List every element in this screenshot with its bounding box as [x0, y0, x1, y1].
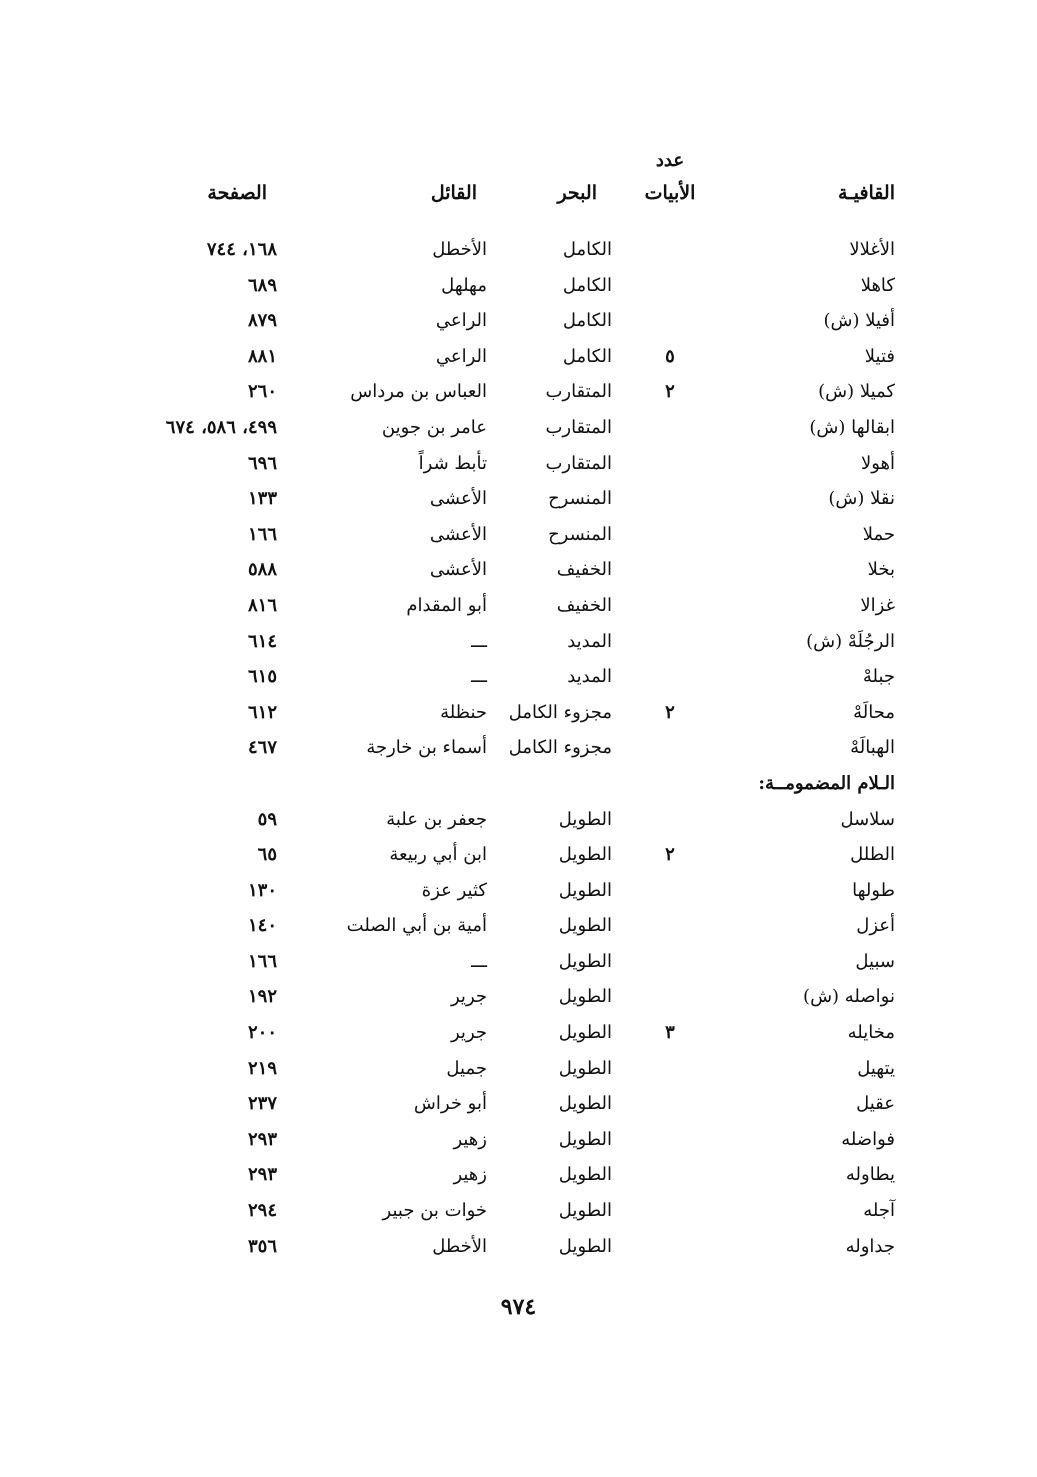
cell-bahr: الطويل: [558, 844, 612, 866]
cell-qafiya: يطاوله: [845, 1164, 895, 1186]
cell-page: ٨٧٩: [247, 310, 277, 332]
cell-bahr: الكامل: [562, 239, 612, 260]
cell-page: ٨١٦: [247, 594, 277, 616]
cell-page: ١٤٠: [247, 915, 277, 937]
cell-bahr: الكامل: [562, 345, 612, 367]
cell-page: ٤٩٩، ٥٨٦، ٦٧٤: [165, 416, 277, 438]
cell-qail: جميل: [446, 1057, 487, 1079]
cell-qail: الأعشى: [429, 488, 487, 510]
cell-count: ٢: [665, 844, 675, 866]
cell-bahr: الطويل: [558, 808, 612, 830]
cell-count: ٢: [665, 701, 675, 723]
cell-qafiya: الأغلالا: [849, 239, 895, 260]
cell-qafiya: آجله: [863, 1200, 895, 1222]
cell-bahr: الطويل: [558, 986, 612, 1008]
cell-qafiya: كاهلا: [860, 274, 895, 296]
table-row: [0, 236, 1037, 272]
cell-qail: الأعشى: [429, 523, 487, 545]
table-row: [0, 272, 1037, 308]
table-row: [0, 1233, 1037, 1269]
cell-bahr: المديد: [567, 630, 612, 652]
cell-bahr: المنسرح: [548, 488, 612, 510]
cell-bahr: المنسرح: [548, 523, 612, 545]
cell-qafiya: جداوله: [845, 1235, 895, 1257]
table-row: [0, 1090, 1037, 1126]
table-row: [0, 1197, 1037, 1233]
cell-qafiya: سبيل: [855, 950, 895, 972]
header-qail: القائل: [430, 182, 477, 204]
cell-qafiya: يتهيل: [857, 1057, 895, 1079]
cell-qail: جرير: [451, 986, 487, 1008]
cell-bahr: مجزوء الكامل: [508, 737, 612, 759]
table-row: [0, 1161, 1037, 1197]
cell-page: ٥٩: [257, 808, 277, 830]
cell-page: ٢٩٤: [247, 1200, 277, 1222]
table-body: [0, 236, 1037, 1268]
table-row: [0, 1126, 1037, 1162]
cell-qafiya: فتيلا: [864, 345, 895, 367]
cell-page: ١٦٦: [247, 523, 277, 545]
cell-qail: أمية بن أبي الصلت: [346, 915, 487, 937]
table-row: [0, 699, 1037, 735]
cell-bahr: الطويل: [558, 1200, 612, 1222]
cell-page: ٦١٢: [247, 701, 277, 723]
table-row: [0, 1019, 1037, 1055]
cell-qafiya: الهبالَهْ: [850, 737, 895, 759]
header-count: الأبيات: [644, 182, 696, 204]
cell-page: ١٦٦: [247, 950, 277, 972]
cell-qail: كثير عزة: [421, 879, 487, 901]
table-row: [0, 841, 1037, 877]
cell-qail: جرير: [451, 1022, 487, 1044]
cell-qail: أبو خراش: [413, 1093, 487, 1115]
header-count-top: عدد: [655, 150, 685, 171]
table-row: [0, 343, 1037, 379]
cell-qafiya: عقيل: [856, 1093, 895, 1115]
table-row: [0, 556, 1037, 592]
table-row: [0, 734, 1037, 770]
cell-page: ١٦٨، ٧٤٤: [206, 239, 277, 260]
cell-page: ١٩٢: [247, 986, 277, 1008]
cell-qafiya: غزالا: [860, 594, 895, 616]
cell-qail: حنظلة: [440, 701, 487, 723]
cell-bahr: المديد: [567, 666, 612, 688]
cell-page: ١٣٠: [247, 879, 277, 901]
cell-bahr: المتقارب: [545, 416, 612, 438]
cell-qail: ـــ: [471, 630, 487, 652]
table-row: [0, 521, 1037, 557]
cell-qail: ـــ: [471, 666, 487, 688]
cell-qafiya: الرجُلَهْ (ش): [806, 630, 895, 652]
header-qafiya: القافيـة: [837, 182, 895, 204]
table-row: [0, 806, 1037, 842]
cell-page: ٤٦٧: [247, 737, 277, 759]
cell-page: ٦١٤: [247, 630, 277, 652]
cell-bahr: الخفيف: [556, 559, 612, 581]
table-row: [0, 378, 1037, 414]
cell-page: ٢١٩: [247, 1057, 277, 1079]
section-heading-row: [0, 770, 1037, 806]
cell-qail: زهير: [453, 1164, 487, 1186]
cell-page: ١٣٣: [247, 488, 277, 510]
cell-qafiya: محالَهْ: [853, 701, 895, 723]
cell-qail: مهلهل: [441, 274, 487, 296]
table-row: [0, 414, 1037, 450]
cell-count: ٣: [665, 1022, 675, 1044]
cell-qail: الأعشى: [429, 559, 487, 581]
cell-qail: الأخطل: [432, 239, 487, 260]
cell-qafiya: بخلا: [867, 559, 895, 581]
cell-page: ٣٥٦: [247, 1235, 277, 1257]
cell-page: ٦٩٦: [247, 452, 277, 474]
cell-page: ٦٥: [257, 844, 277, 866]
cell-bahr: الطويل: [558, 1093, 612, 1115]
table-row: [0, 877, 1037, 913]
cell-qafiya: نواصله (ش): [803, 986, 895, 1008]
table-row: [0, 948, 1037, 984]
table-row: [0, 307, 1037, 343]
cell-bahr: الطويل: [558, 1022, 612, 1044]
cell-bahr: الطويل: [558, 1164, 612, 1186]
cell-qail: الراعي: [435, 310, 487, 332]
cell-page: ٦١٥: [247, 666, 277, 688]
cell-bahr: مجزوء الكامل: [508, 701, 612, 723]
header-bahr: البحر: [557, 182, 597, 204]
cell-bahr: الطويل: [558, 1235, 612, 1257]
cell-qafiya: طولها: [852, 879, 895, 901]
cell-qafiya: فواضله: [841, 1128, 895, 1150]
cell-page: ٢٦٠: [247, 381, 277, 403]
cell-page: ٦٨٩: [247, 274, 277, 296]
table-row: [0, 912, 1037, 948]
cell-bahr: الطويل: [558, 1128, 612, 1150]
cell-bahr: المتقارب: [545, 381, 612, 403]
table-row: [0, 592, 1037, 628]
table-header: [0, 182, 1037, 212]
cell-bahr: الطويل: [558, 879, 612, 901]
cell-page: ٢٠٠: [247, 1022, 277, 1044]
cell-bahr: الخفيف: [556, 594, 612, 616]
cell-qafiya: ابقالها (ش): [809, 416, 895, 438]
table-row: [0, 983, 1037, 1019]
cell-qail: أبو المقدام: [406, 594, 487, 616]
table-row: [0, 1055, 1037, 1091]
cell-count: ٥: [665, 345, 675, 367]
cell-bahr: الطويل: [558, 1057, 612, 1079]
cell-qail: جعفر بن علبة: [386, 808, 487, 830]
cell-qafiya: جبلهْ: [862, 666, 895, 688]
cell-qail: زهير: [453, 1128, 487, 1150]
cell-qail: أسماء بن خارجة: [366, 737, 487, 759]
cell-qafiya: مخايله: [847, 1022, 895, 1044]
cell-qail: خوات بن جبير: [382, 1200, 487, 1222]
cell-qafiya: أهولا: [860, 452, 895, 474]
cell-page: ٨٨١: [247, 345, 277, 367]
cell-qail: تأبط شراً: [418, 452, 487, 474]
cell-qafiya: الـلام المضمومــة:: [758, 772, 895, 794]
cell-qafiya: أفيلا (ش): [823, 310, 895, 332]
cell-page: ٢٣٧: [247, 1093, 277, 1115]
cell-bahr: الكامل: [562, 274, 612, 296]
cell-qafiya: الطلل: [850, 844, 895, 866]
cell-page: ٢٩٣: [247, 1164, 277, 1186]
cell-bahr: الطويل: [558, 950, 612, 972]
cell-qail: الراعي: [435, 345, 487, 367]
cell-qafiya: نقلا (ش): [828, 488, 895, 510]
cell-qafiya: أعزل: [856, 915, 895, 937]
cell-bahr: الطويل: [558, 915, 612, 937]
cell-qail: الأخطل: [432, 1235, 487, 1257]
cell-page: ٥٨٨: [247, 559, 277, 581]
cell-qail: ابن أبي ربيعة: [389, 844, 487, 866]
cell-bahr: المتقارب: [545, 452, 612, 474]
table-row: [0, 663, 1037, 699]
table-row: [0, 450, 1037, 486]
page-number: ٩٧٤: [500, 1294, 537, 1320]
cell-qafiya: كميلا (ش): [818, 381, 895, 403]
cell-qail: ـــ: [471, 950, 487, 972]
cell-page: ٢٩٣: [247, 1128, 277, 1150]
cell-qafiya: سلاسل: [840, 808, 895, 830]
header-page: الصفحة: [207, 182, 267, 204]
cell-bahr: الكامل: [562, 310, 612, 332]
table-row: [0, 628, 1037, 664]
cell-qail: العباس بن مرداس: [350, 381, 487, 403]
cell-count: ٢: [665, 381, 675, 403]
cell-qafiya: حملا: [862, 523, 895, 545]
table-row: [0, 485, 1037, 521]
cell-qail: عامر بن جوين: [381, 416, 487, 438]
